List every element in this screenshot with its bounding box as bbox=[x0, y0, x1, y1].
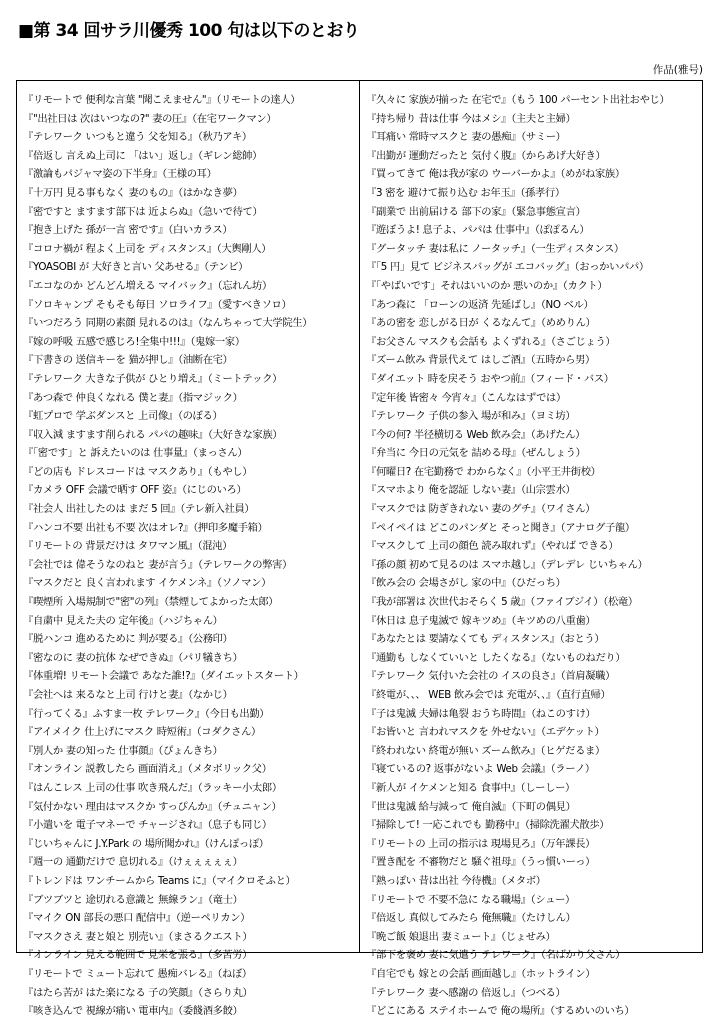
poem-entry: 『気付かない 理由はマスクか すっぴんか』（チュニャン） bbox=[23, 800, 282, 813]
poem-entry: 『オンライン 説教したら 画面消え』（メタボリック父） bbox=[23, 763, 272, 776]
poem-entry: 『リモートの 上司の指示は 現場見ろ』（万年課長） bbox=[366, 837, 596, 850]
poem-entry: 『いつだろう 同期の素顔 見れるのは』（なんちゃって大学院生） bbox=[23, 317, 313, 330]
poem-entry: 『「5 円」見て ビジネスバッグが エコバッグ』（おっかいパパ） bbox=[366, 261, 649, 274]
poem-entry: 『小遣いを 電子マネーで チャージされ』（息子も同じ） bbox=[23, 819, 272, 832]
poem-entry: 『あつ森で 仲良くなれる 僕と妻』（指マジック） bbox=[23, 391, 243, 404]
poem-entry: 『終電が、、、 WEB 飲み会では 充電が、、』（直行直帰） bbox=[366, 689, 611, 701]
poem-entry: 『オンライン 見える範囲で 見栄を張る』（多苦労） bbox=[23, 949, 253, 962]
poem-entry: 『出勤が 運動だったと 気付く腹』（からあげ大好き） bbox=[366, 149, 606, 162]
poem-entry: 『グータッチ 妻は私に ノータッチ』（一生ディスタンス） bbox=[366, 242, 624, 255]
poem-entry: 『マスクして 上司の顔色 読み取れず』（やれば できる） bbox=[366, 540, 619, 553]
poem-entry: 『"出社日は 次はいつなの?" 妻の圧』（在宅ワークマン） bbox=[23, 112, 277, 125]
poem-entry: 『マスクでは 防ぎきれない 妻のグチ』（ワイさん） bbox=[366, 503, 596, 516]
poem-entry: 『倍返し 真似してみたら 俺無職』（たけしん） bbox=[366, 912, 576, 925]
poem-entry: 『世は鬼滅 給与減って 俺自滅』（下町の偶見） bbox=[366, 800, 576, 813]
poem-entry: 『YOASOBI が 大好きと言い 父あせる』（テンビ） bbox=[23, 261, 249, 274]
poem-entry: 『収入減 ますます削られる パパの趣味』（大好きな家族） bbox=[23, 428, 283, 441]
poem-entry: 『はたら苦が はた楽になる 子の笑顔』（さらり丸） bbox=[23, 986, 253, 999]
right-column bbox=[359, 81, 702, 1018]
poem-entry: 『社会人 出社したのは まだ 5 回』（テレ新入社員） bbox=[23, 503, 255, 516]
poem-entry: 『行ってくる』ふすま一枚 テレワーク』（今日も出勤） bbox=[23, 707, 270, 720]
poem-entry: 『会社では 偉そうなのねと 妻が言う』（テレワークの弊害） bbox=[23, 558, 293, 571]
poem-entry: 『マイク ON 部長の悪口 配信中』（逆ーペリカン） bbox=[23, 912, 251, 925]
poem-entry: 『部下を褒め 妻に気遣う テレワーク』（名ばかり父さん） bbox=[366, 949, 626, 962]
poem-entry: 『弁当に 今日の元気を 詰める母』（ぜんしょう） bbox=[366, 447, 586, 460]
poem-entry: 『休日は 息子鬼滅で 嫁キツめ』（キツめの八重歯） bbox=[366, 614, 596, 627]
poem-entry: 『3 密を 避けて振り込む お年玉』（孫孝行） bbox=[366, 186, 565, 199]
poem-entry: 『置き配を 不審物だと 騒ぐ祖母』（うっ慣いーっ） bbox=[366, 856, 596, 869]
poem-entry: 『嫁の呼吸 五感で感じろ!全集中!!!』（鬼嫁一家） bbox=[23, 335, 245, 348]
poem-entry: 『テレワーク 子供の参入 場が和み』（ヨミ坊） bbox=[366, 410, 576, 423]
poem-entry: 『持ち帰り 昔は仕事 今はメシ』（主夫と主婦） bbox=[366, 112, 576, 125]
poem-entry: 『テレワーク 気付いた会社の イスの良さ』（首肩凝職） bbox=[366, 670, 616, 683]
poem-entry: 『どの店も ドレスコードは マスクあり』（もやし） bbox=[23, 465, 253, 478]
poem-entry: 『週一の 通勤だけで 息切れる』（けぇぇぇぇぇ） bbox=[23, 856, 243, 869]
poem-entry: 『遊ぼうよ! 息子よ、パパは 仕事中』（ぽぽるん） bbox=[366, 224, 590, 237]
poem-entry: 『リモートで ミュート忘れて 愚痴バレる』（ねぼ） bbox=[23, 967, 252, 980]
poem-table bbox=[16, 80, 703, 1018]
poem-entry: 『アイメイク 仕上げにマスク 時短術』（コダクさん） bbox=[23, 726, 261, 739]
poem-entry: 『自粛中 見えた夫の 定年後』（ハジちゃん） bbox=[23, 614, 223, 627]
poem-entry: 『「やばいです」それはいいのか 悪いのか』（カクト） bbox=[366, 279, 608, 292]
poem-entry: 『何曜日? 在宅勤務で わからなく』（小平王井街校） bbox=[366, 465, 601, 478]
poem-entry: 『マスクさえ 妻と娘と 別売い』（まさるクエスト） bbox=[23, 930, 253, 943]
poem-entry: 『ペイペイは どこのパンダと そっと聞き』（アナログ子龍） bbox=[366, 521, 635, 534]
poem-entry: 『あの密を 恋しがる日が くるなんて』（めめりん） bbox=[366, 317, 596, 330]
poem-entry: 『密なのに 妻の抗体 なぜできぬ』（パリ犠きち） bbox=[23, 651, 243, 664]
poem-entry: 『激論もパジャマ姿の下半身』（王様の耳） bbox=[23, 168, 217, 181]
poem-entry: 『定年後 皆密々 今宵々』（こんなはずでは） bbox=[366, 391, 566, 404]
poem-entry: 『お父さん マスクも会話も よくずれる』（さごじょう） bbox=[366, 335, 616, 348]
poem-entry: 『会社へは 来るなと上司 行けと妻』（なかじ） bbox=[23, 689, 233, 701]
poem-entry: 『テレワーク 大きな子供が ひとり増え』（ミートテック） bbox=[23, 372, 283, 385]
poem-entry: 『子は鬼滅 夫婦は亀裂 おうち時間』（ねこのすけ） bbox=[366, 707, 596, 720]
poem-entry: 『カメラ OFF 会議で晒す OFF 姿』（にじのいろ） bbox=[23, 484, 247, 497]
poem-entry: 『久々に 家族が揃った 在宅で』（もう 100 パーセント出社おやじ） bbox=[366, 94, 670, 106]
page-title: ■第 34 回サラ川優秀 100 句は以下のとおり bbox=[18, 21, 360, 41]
poem-entry: 『下書きの 送信キーを 猫が押し』（油断在宅） bbox=[23, 354, 233, 367]
poem-entry: 『エコなのか どんどん増える マイバック』（忘れん坊） bbox=[23, 279, 272, 292]
poem-entry: 『リモートで 不要不急に なる職場』（シュー） bbox=[366, 893, 575, 906]
poem-entry: 『自宅でも 嫁との会話 画面越し』（ホットライン） bbox=[366, 967, 596, 980]
poem-entry: 『あなたとは 要請なくても ディスタンス』（おとう） bbox=[366, 633, 605, 646]
poem-entry: 『晩ご飯 娘退出 妻ミュート』（じょせみ） bbox=[366, 930, 556, 943]
poem-entry: 『買ってきて 俺は我が家の ウーバーかよ』（めがね家族） bbox=[366, 168, 625, 181]
poem-entry: 『咳き込んで 視線が痛い 電車内』（委餞酒多餃） bbox=[23, 1005, 243, 1018]
poem-entry: 『掃除して! 一応これでも 勤務中』（掃除洗濯犬散歩） bbox=[366, 819, 610, 832]
poem-entry: 『テレワーク いつもと違う 父を知る』（秋乃アキ） bbox=[23, 131, 252, 144]
poem-entry: 『孫の顔 初めて見るのは スマホ越し』（デレデレ じいちゃん） bbox=[366, 558, 648, 571]
poem-entry: 『リモートの 背景だけは タワマン風』（混沌） bbox=[23, 540, 233, 553]
poem-entry: 『脱ハンコ 進めるために 判が要る』（公務印） bbox=[23, 633, 233, 646]
poem-entry: 『飲み会の 会場さがし 家の中』（ひだっち） bbox=[366, 577, 566, 590]
poem-entry: 『副業で 出前届ける 部下の家』（緊急事態宣言） bbox=[366, 205, 586, 218]
poem-entry: 『虹プロで 学ぶダンスと 上司像』（のぼる） bbox=[23, 410, 223, 423]
poem-entry: 『マスクだと 良く言われます イケメンネ』（ソノマン） bbox=[23, 577, 272, 590]
poem-entry: 『コロナ禍が 程よく上司を ディスタンス』（大輿剛人） bbox=[23, 242, 272, 255]
poem-entry: 『ソロキャンプ そもそも毎日 ソロライフ』（愛すべきソロ） bbox=[23, 298, 292, 311]
poem-entry: 『我が部署は 次世代おそらく 5 歳』（ファイブジイ）（松竜） bbox=[366, 596, 638, 609]
poem-entry: 『耳痛い 常時マスクと 妻の愚痴』（サミー） bbox=[366, 131, 566, 144]
poem-entry: 『じいちゃんに J.Y.Park の 場所聞かれ』（けんぽっぽ） bbox=[23, 837, 269, 850]
poem-entry: 『お皆いと 言われマスクを 外せない』（エデケット） bbox=[366, 726, 605, 739]
poem-entry: 『トレンドは ワンチームから Teams に』（マイクロそふと） bbox=[23, 874, 296, 887]
poem-entry: 『密ですと ますます部下は 近よらぬ』（急いで待て） bbox=[23, 205, 263, 218]
poem-entry: 『体重増! リモート会議で あなた誰!?』（ダイエットスタート） bbox=[23, 670, 304, 683]
poem-entry: 『別人か 妻の知った 仕事顔』（ぴょんきち） bbox=[23, 744, 223, 757]
poem-entry: 『通勤も しなくていいと したくなる』（ないものねだり） bbox=[366, 651, 626, 664]
poem-entry: 『ハンコ不要 出社も不要 次はオレ?』（押印多魔手箱） bbox=[23, 521, 268, 534]
column-caption: 作品(雅号) bbox=[652, 64, 703, 76]
poem-entry: 『ブツブツと 途切れる意識と 無線ラン』（竜士） bbox=[23, 893, 243, 906]
poem-entry: 『十万円 見る事もなく 妻のもの』（はかなき夢） bbox=[23, 186, 243, 199]
poem-entry: 『倍返し 言えぬ上司に 「はい」返し』（ギレン総帥） bbox=[23, 149, 263, 162]
poem-entry: 『あつ森に 「ローンの返済 先延ばし』（NO ベル） bbox=[366, 298, 594, 311]
poem-entry: 『どこにある ステイホームで 俺の場所』（するめいのいち） bbox=[366, 1005, 635, 1018]
poem-entry: 『喫煙所 入場規制で"密"の列』（禁煙してよかった太郎） bbox=[23, 596, 279, 609]
left-column bbox=[17, 81, 359, 1018]
poem-entry: 『新人が イケメンと知る 食事中』（しーしー） bbox=[366, 781, 575, 794]
poem-entry: 『熱っぽい 昔は出社 今待機』（メタボ） bbox=[366, 874, 546, 887]
poem-entry: 『抱き上げた 孫が一言 密です』（白いカラス） bbox=[23, 224, 233, 237]
poem-entry: 『「密です」と 訴えたいのは 仕事量』（まっさん） bbox=[23, 447, 248, 460]
poem-entry: 『スマホより 俺を認証 しない妻』（山宗雲水） bbox=[366, 484, 576, 497]
poem-entry: 『はんこレス 上司の仕事 吹き飛んだ』（ラッキー小太郎） bbox=[23, 781, 282, 794]
poem-entry: 『ダイエット 時を戻そう おやつ前』（フィード・バス） bbox=[366, 372, 614, 385]
poem-entry: 『ズーム飲み 背景代えて はしご酒』（五時から男） bbox=[366, 354, 595, 367]
poem-entry: 『テレワーク 妻へ感謝の 倍返し』（つべる） bbox=[366, 986, 566, 999]
poem-entry: 『リモートで 便利な言葉 "聞こえません"』（リモートの達人） bbox=[23, 94, 301, 106]
poem-entry: 『今の何? 半径横切る Web 飲み会』（あげたん） bbox=[366, 428, 586, 441]
poem-entry: 『寝ているの? 返事がないよ Web 会議』（ラーノ） bbox=[366, 763, 595, 776]
poem-entry: 『終われない 終電が無い ズーム飲み』（ヒゲだるま） bbox=[366, 744, 605, 757]
